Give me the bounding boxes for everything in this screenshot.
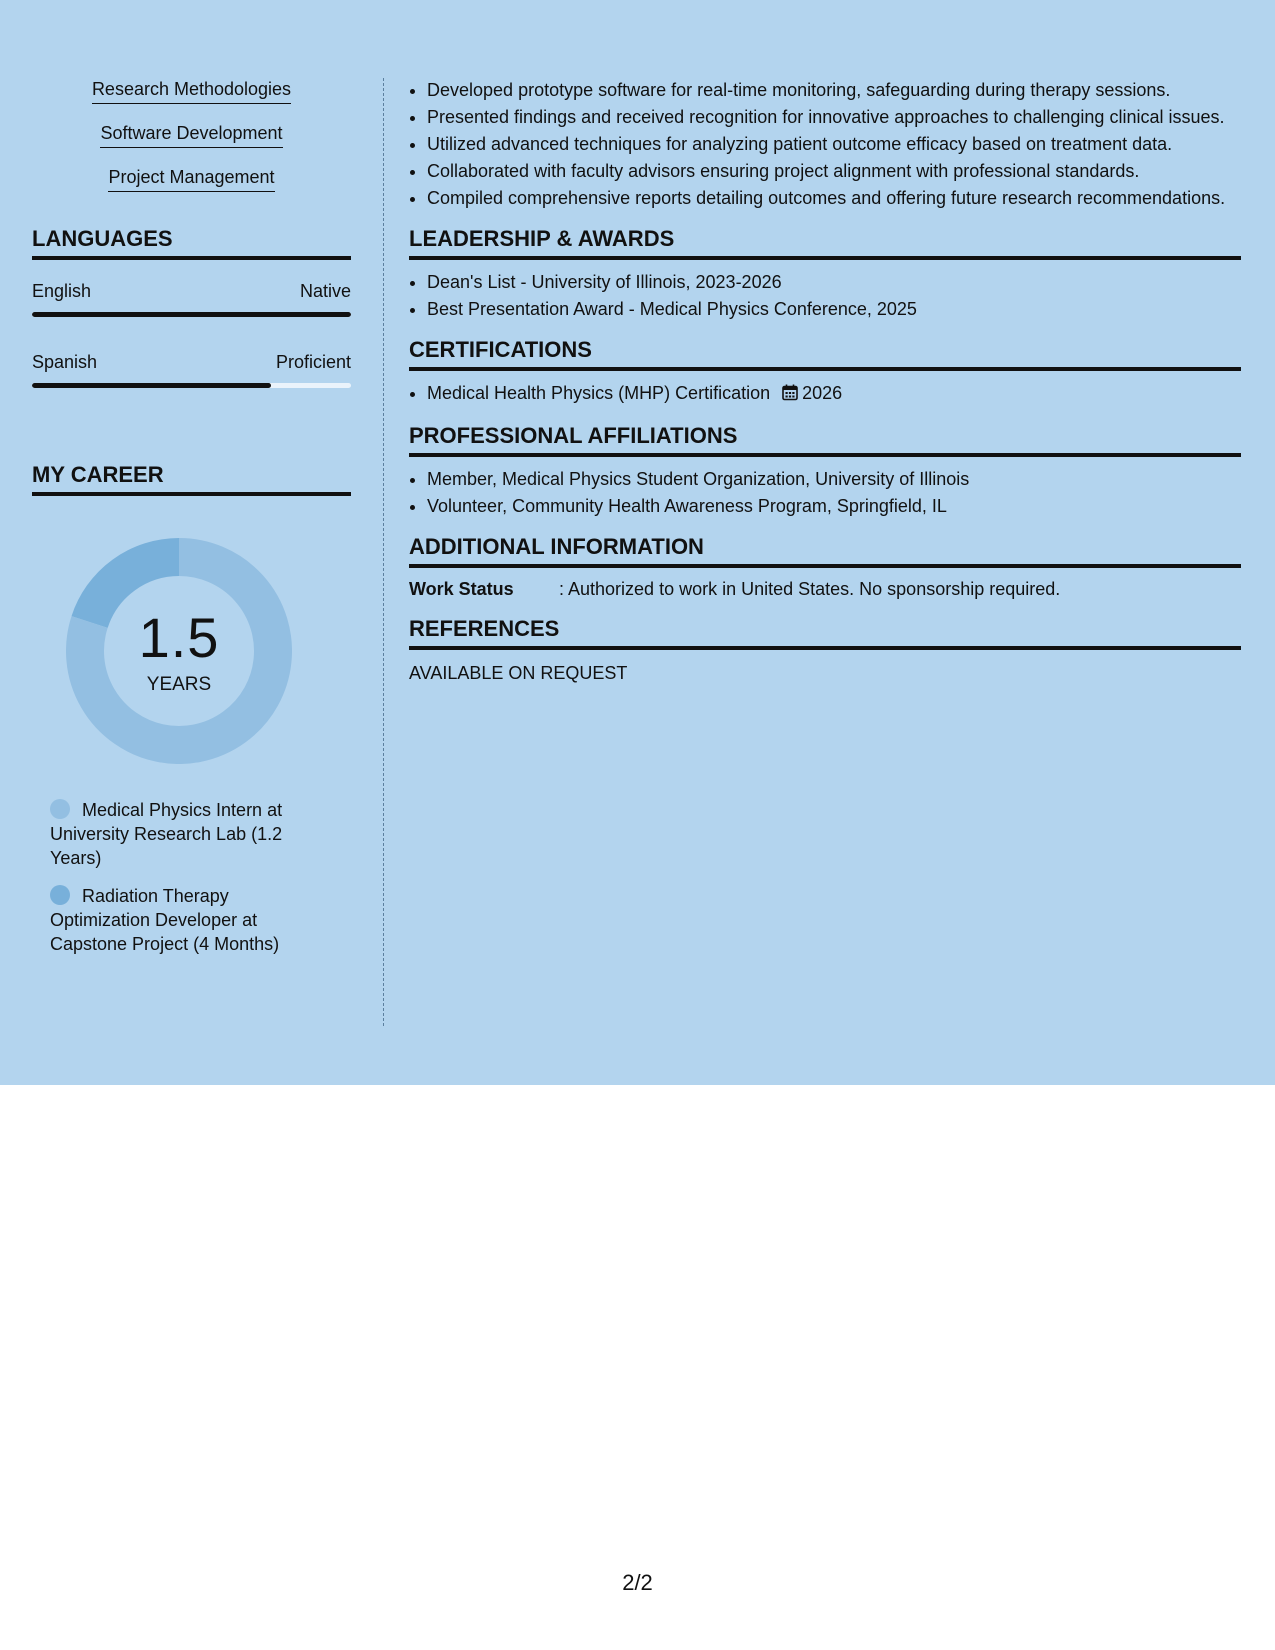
experience-bullet: • Developed prototype software for real-time monitoring, safeguarding during therapy sessions. xyxy=(427,78,1241,102)
language-name: Spanish xyxy=(32,352,98,372)
additional-info-heading: ADDITIONAL INFORMATION xyxy=(409,534,1241,568)
certification-name: Medical Health Physics (MHP) Certification xyxy=(427,383,771,403)
references-section xyxy=(409,616,1241,684)
leadership-item: • Best Presentation Award - Medical Physics Conference, 2025 xyxy=(427,297,1241,321)
references-text: AVAILABLE ON REQUEST xyxy=(409,663,628,683)
experience-bullets xyxy=(409,78,1241,210)
career-legend xyxy=(50,798,310,956)
additional-info-section xyxy=(409,534,1241,600)
work-status-value: : Authorized to work in United States. No sponsorship required. xyxy=(559,579,1061,599)
experience-bullet: • Utilized advanced techniques for analyzing patient outcome efficacy based on treatment data. xyxy=(427,132,1241,156)
skill-item xyxy=(32,166,351,192)
work-status-label: Work Status xyxy=(409,579,514,599)
affiliations-section xyxy=(409,423,1241,518)
career-heading: MY CAREER xyxy=(32,462,351,496)
language-proficiency-bar xyxy=(32,383,351,388)
leadership-section xyxy=(409,226,1241,321)
career-legend-item xyxy=(50,798,310,870)
language-proficiency-bar xyxy=(32,312,351,317)
affiliation-item: • Volunteer, Community Health Awareness Program, Springfield, IL xyxy=(427,494,1241,518)
experience-bullet: • Collaborated with faculty advisors ensuring project alignment with professional standards. xyxy=(427,159,1241,183)
experience-bullet: • Presented findings and received recognition for innovative approaches to challenging clinical issues. xyxy=(427,105,1241,129)
skill-label: Software Development xyxy=(100,122,282,148)
skill-label: Project Management xyxy=(108,166,274,192)
left-column xyxy=(32,78,351,970)
affiliation-item: • Member, Medical Physics Student Organization, University of Illinois xyxy=(427,467,1241,491)
affiliations-heading: PROFESSIONAL AFFILIATIONS xyxy=(409,423,1241,457)
career-total-value: 1.5 xyxy=(138,606,220,669)
skill-item xyxy=(32,78,351,104)
language-item-spanish xyxy=(32,351,351,388)
calendar-icon xyxy=(782,383,798,407)
career-donut-chart xyxy=(66,538,292,764)
languages-heading: LANGUAGES xyxy=(32,226,351,260)
column-divider xyxy=(383,78,384,1026)
legend-dot-icon xyxy=(50,885,70,905)
skill-item xyxy=(32,122,351,148)
certifications-heading: CERTIFICATIONS xyxy=(409,337,1241,371)
work-status-row xyxy=(409,578,1241,600)
experience-bullet: • Compiled comprehensive reports detailing outcomes and offering future research recommendations. xyxy=(427,186,1241,210)
language-proficiency-fill xyxy=(32,383,271,388)
language-item-english xyxy=(32,280,351,317)
leadership-heading: LEADERSHIP & AWARDS xyxy=(409,226,1241,260)
certifications-section xyxy=(409,337,1241,407)
references-heading: REFERENCES xyxy=(409,616,1241,650)
page-number: 2/2 xyxy=(622,1570,653,1595)
leadership-item: • Dean's List - University of Illinois, 2023-2026 xyxy=(427,270,1241,294)
legend-dot-icon xyxy=(50,799,70,819)
certification-item xyxy=(427,381,1241,407)
language-proficiency-fill xyxy=(32,312,351,317)
career-legend-label: Radiation Therapy Optimization Developer at Capstone Project (4 Months) xyxy=(50,886,280,954)
language-name: English xyxy=(32,281,92,301)
career-total-unit: YEARS xyxy=(146,674,212,695)
certification-year: 2026 xyxy=(802,383,843,403)
language-level: Native xyxy=(299,281,351,301)
language-level: Proficient xyxy=(275,352,351,372)
career-legend-item xyxy=(50,884,310,956)
right-column xyxy=(409,78,1241,684)
skill-label: Research Methodologies xyxy=(92,78,291,104)
skill-list xyxy=(32,78,351,192)
career-legend-label: Medical Physics Intern at University Research Lab (1.2 Years) xyxy=(50,800,283,868)
